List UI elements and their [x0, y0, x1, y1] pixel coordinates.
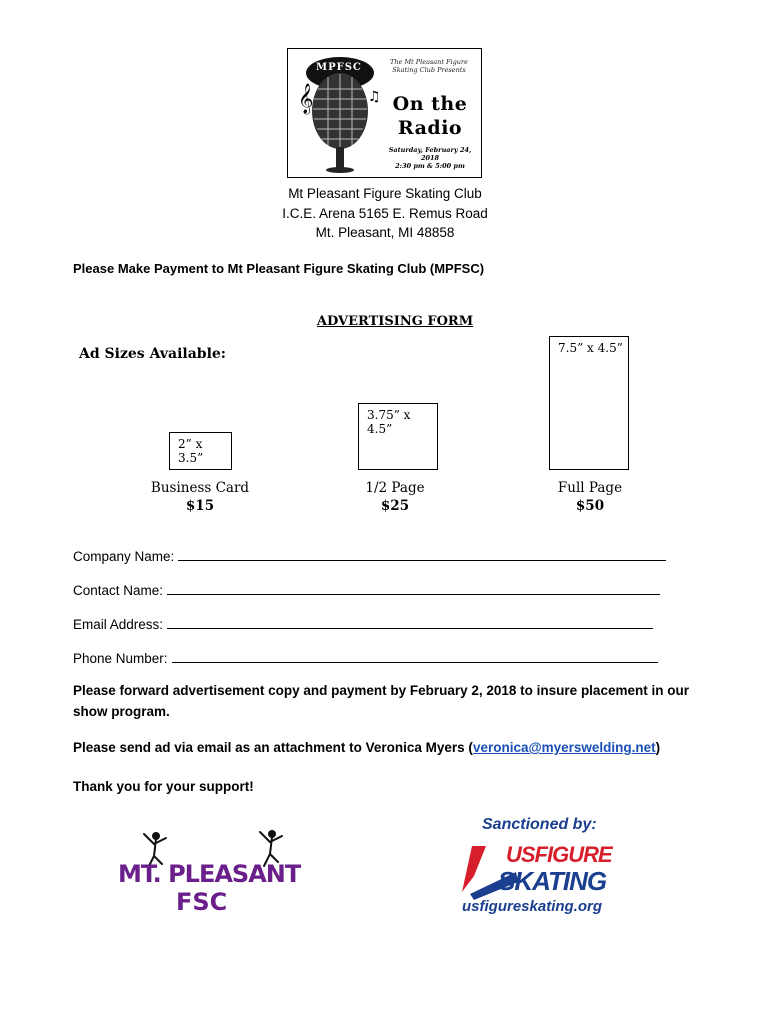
phone-number-field[interactable]	[73, 648, 658, 666]
full-page-name: Full Page	[557, 480, 623, 496]
contact-email-link[interactable]: veronica@myerswelding.net	[472, 740, 656, 755]
usfigure-text: USFIGURE	[506, 842, 612, 867]
ad-sizes-heading: Ad Sizes Available:	[79, 346, 226, 362]
deadline-note: Please forward advertisement copy and payment by February 2, 2018 to insure placement in our show program.	[73, 683, 689, 719]
mt-pleasant-line1: MT. PLEASANT	[118, 860, 301, 888]
phone-number-line[interactable]	[172, 648, 658, 663]
flyer-date-line1: Saturday, February 24, 2018	[388, 146, 472, 162]
full-page-box	[549, 336, 629, 470]
contact-name-line[interactable]	[167, 580, 660, 595]
half-page-box	[358, 403, 438, 470]
club-address2: Mt. Pleasant, MI 48858	[315, 225, 455, 240]
mpfsc-badge-text: MPFSC	[316, 62, 362, 73]
send-instruction	[73, 737, 693, 758]
usfigureskating-url: usfigureskating.org	[462, 898, 603, 915]
company-name-label: Company Name:	[73, 549, 175, 564]
contact-name-label: Contact Name:	[73, 583, 164, 598]
full-page-label	[520, 479, 660, 515]
sanctioned-by: Sanctioned by:	[482, 816, 597, 833]
send-prefix: Please send ad via email as an attachment to Veronica Myers (	[73, 740, 473, 755]
send-suffix: )	[655, 740, 661, 755]
flyer-title-line2: Radio	[397, 117, 463, 139]
email-address-label: Email Address:	[73, 617, 164, 632]
phone-number-label: Phone Number:	[73, 651, 168, 666]
half-page-price: $25	[380, 498, 410, 514]
contact-name-field[interactable]	[73, 580, 660, 598]
business-card-price: $15	[185, 498, 215, 514]
svg-text:♫: ♫	[368, 89, 381, 105]
business-card-name: Business Card	[150, 480, 250, 496]
club-address1: I.C.E. Arena 5165 E. Remus Road	[282, 205, 488, 221]
mt-pleasant-line2: FSC	[176, 888, 228, 916]
flyer-title-line1: On the	[392, 93, 468, 115]
full-page-dimensions: 7.5” x 4.5”	[558, 341, 623, 355]
flyer-title	[382, 92, 478, 140]
flyer-presents: The Mt Pleasant Figure Skating Club Presents	[390, 58, 468, 74]
email-address-line[interactable]	[167, 614, 653, 629]
company-name-line[interactable]	[178, 546, 666, 561]
business-card-box	[169, 432, 232, 470]
mt-pleasant-fsc-logo	[118, 826, 301, 918]
us-figure-skating-logo	[458, 816, 638, 920]
business-card-dimensions: 2” x 3.5”	[178, 437, 204, 465]
skating-text: SKATING	[498, 866, 607, 896]
flyer-date	[382, 146, 478, 170]
form-title: ADVERTISING FORM	[316, 314, 474, 329]
flyer-date-line2: 2:30 pm & 5:00 pm	[395, 162, 465, 170]
payment-instruction: Please Make Payment to Mt Pleasant Figure Skating Club (MPFSC)	[73, 261, 485, 276]
email-address-field[interactable]	[73, 614, 653, 632]
company-name-field[interactable]	[73, 546, 666, 564]
full-page-price: $50	[575, 498, 605, 514]
club-info	[200, 184, 570, 243]
half-page-name: 1/2 Page	[365, 480, 425, 496]
half-page-dimensions: 3.75” x 4.5”	[367, 408, 411, 436]
thank-you: Thank you for your support!	[73, 779, 254, 794]
club-name: Mt Pleasant Figure Skating Club	[288, 186, 482, 201]
business-card-label	[130, 479, 270, 515]
half-page-label	[325, 479, 465, 515]
svg-text:𝄞: 𝄞	[298, 84, 314, 114]
